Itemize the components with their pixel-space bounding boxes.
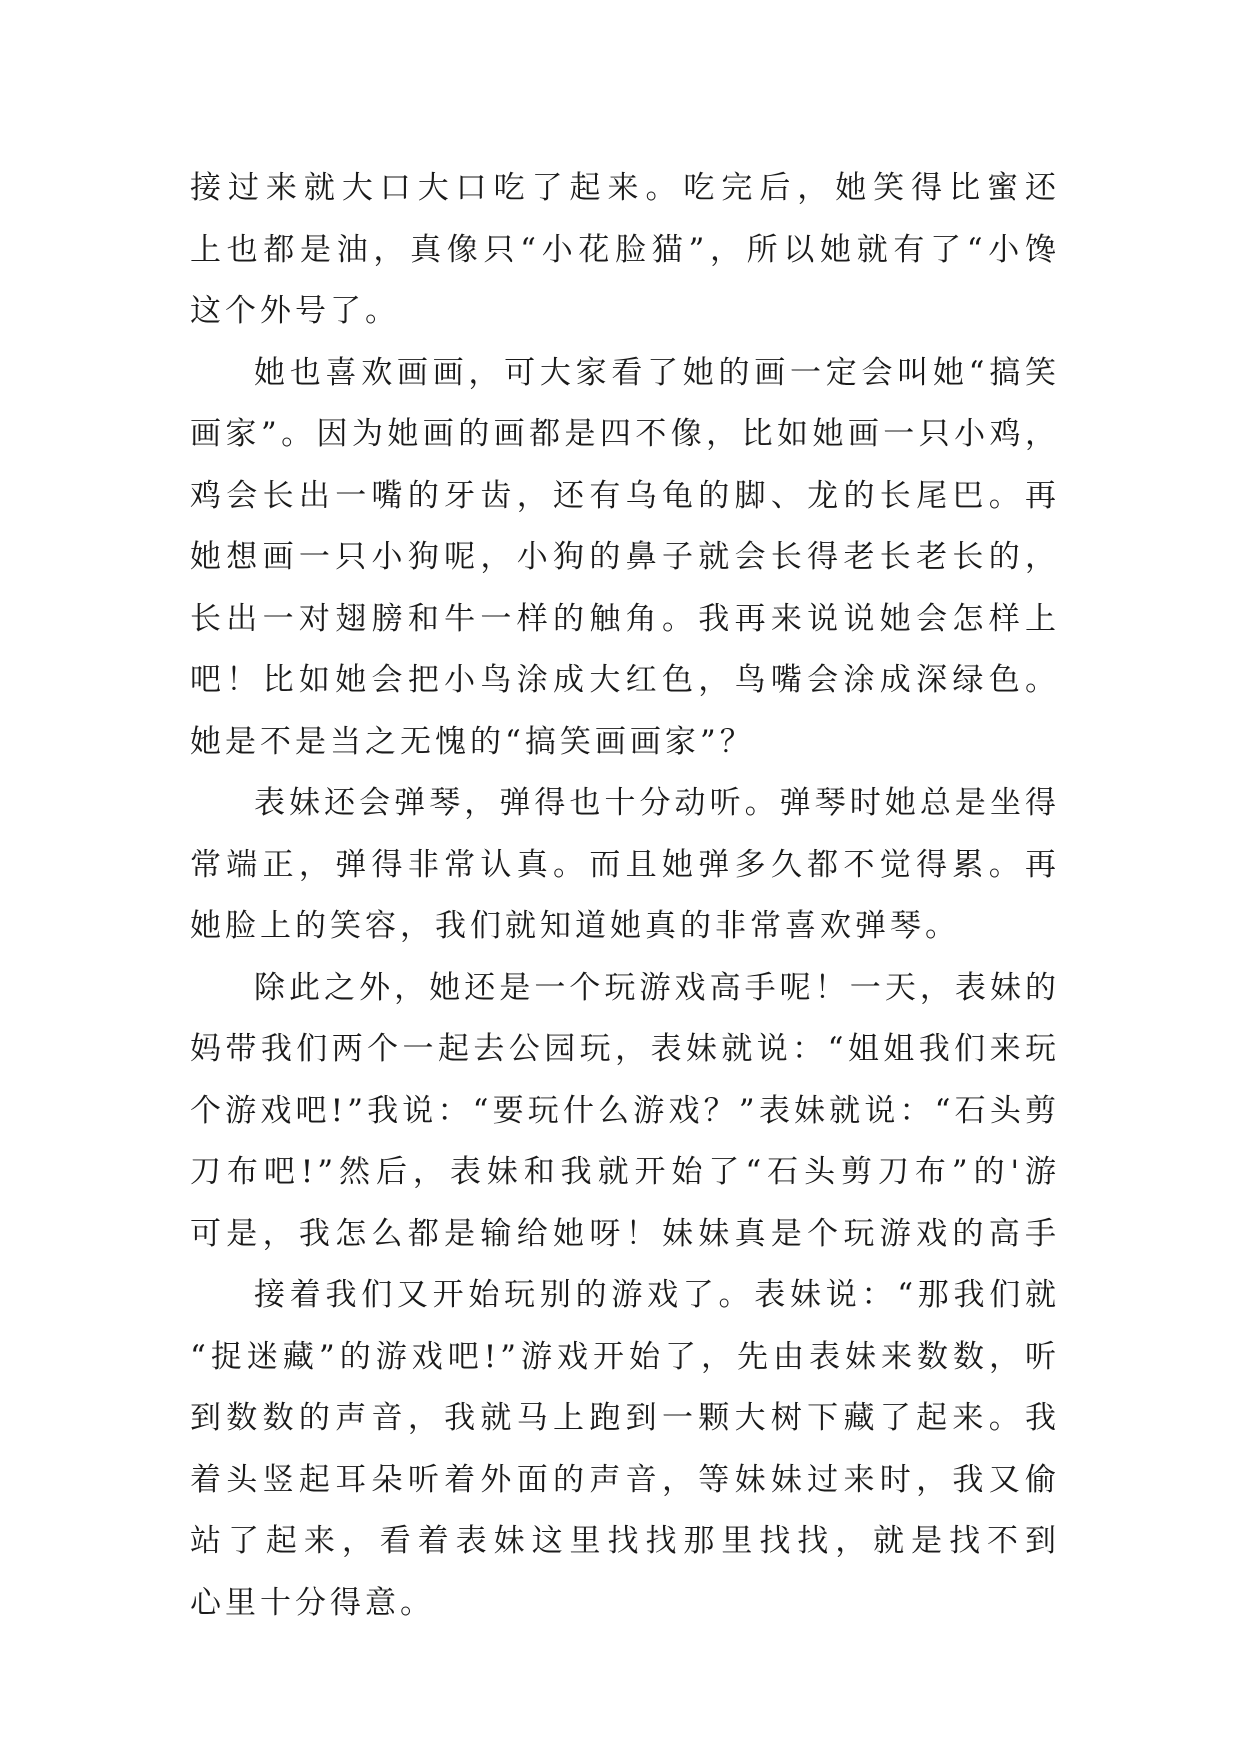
text-line: 刀布吧!”然后，表妹和我就开始了“石头剪刀布”的'游 [190, 1154, 1060, 1190]
text-line: 她想画一只小狗呢，小狗的鼻子就会长得老长老长的， [190, 539, 1060, 575]
text-line: 着头竖起耳朵听着外面的声音，等妹妹过来时，我又偷 [190, 1461, 1060, 1498]
text-line: 常端正，弹得非常认真。而且她弹多久都不觉得累。再 [190, 846, 1060, 883]
text-line: 个游戏吧!”我说：“要玩什么游戏？”表妹就说：“石头剪 [190, 1092, 1060, 1129]
text-line: 她是不是当之无愧的“搞笑画画家”？ [190, 723, 755, 760]
body-text [190, 158, 1060, 1634]
text-line: 接着我们又开始玩别的游戏了。表妹说：“那我们就 [254, 1277, 1060, 1313]
text-line: 到数数的声音，我就马上跑到一颗大树下藏了起来。我 [190, 1400, 1060, 1436]
text-line: 站了起来，看着表妹这里找找那里找找，就是找不到 [190, 1523, 1060, 1559]
text-line: 接过来就大口大口吃了起来。吃完后，她笑得比蜜还 [190, 170, 1060, 206]
text-line: 她也喜欢画画，可大家看了她的画一定会叫她“搞笑 [254, 354, 1060, 391]
text-line: 这个外号了。 [190, 293, 400, 329]
text-line: 长出一对翅膀和牛一样的触角。我再来说说她会怎样上 [190, 600, 1060, 637]
text-line: 可是，我怎么都是输给她呀！妹妹真是个玩游戏的高手 [190, 1215, 1060, 1252]
text-line: 妈带我们两个一起去公园玩，表妹就说：“姐姐我们来玩 [190, 1031, 1060, 1067]
text-line: “捉迷藏”的游戏吧!”游戏开始了，先由表妹来数数，听 [190, 1338, 1060, 1375]
text-line: 画家”。因为她画的画都是四不像，比如她画一只小鸡， [190, 416, 1060, 452]
text-line: 她脸上的笑容，我们就知道她真的非常喜欢弹琴。 [190, 908, 960, 944]
text-line: 上也都是油，真像只“小花脸猫”，所以她就有了“小馋 [190, 231, 1060, 268]
text-line: 表妹还会弹琴，弹得也十分动听。弹琴时她总是坐得 [254, 785, 1060, 821]
text-line: 吧！比如她会把小鸟涂成大红色，鸟嘴会涂成深绿色。 [190, 662, 1060, 698]
text-line: 鸡会长出一嘴的牙齿，还有乌龟的脚、龙的长尾巴。再 [190, 477, 1060, 514]
text-line: 除此之外，她还是一个玩游戏高手呢！一天，表妹的 [254, 969, 1060, 1006]
text-line: 心里十分得意。 [190, 1584, 435, 1621]
